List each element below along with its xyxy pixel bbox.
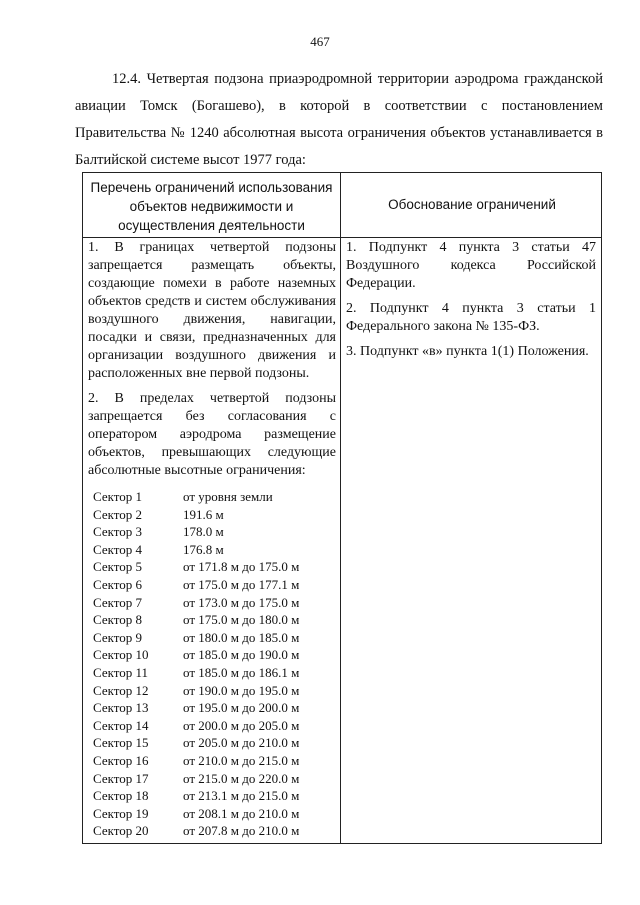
sector-name: Сектор 9	[93, 629, 143, 645]
restrictions-cell	[88, 239, 336, 840]
sector-height-limit: от 185.0 м до 186.1 м	[183, 664, 300, 680]
sector-height-limit: от 215.0 м до 220.0 м	[183, 770, 300, 786]
sector-name: Сектор 14	[93, 717, 149, 733]
sector-height-limit: от 180.0 м до 185.0 м	[183, 629, 300, 645]
sector-row	[88, 734, 336, 752]
sector-name: Сектор 15	[93, 735, 149, 751]
sector-row	[88, 629, 336, 647]
intro-paragraph: 12.4. Четвертая подзона приаэродромной территории аэродрома гражданской авиации Томск (Богашево), в которой в соответствии с постановлением Правительства № 1240 абсолютная высота ограничения объектов устанавливается в Балтийской системе высот 1977 года:	[75, 71, 603, 168]
sector-height-limit: 176.8 м	[183, 541, 224, 557]
sector-name: Сектор 8	[93, 612, 143, 628]
sector-height-limit: 191.6 м	[183, 506, 224, 522]
sector-name: Сектор 19	[93, 805, 149, 821]
sector-height-limit: от 205.0 м до 210.0 м	[183, 735, 300, 751]
sector-row	[88, 523, 336, 541]
sector-name: Сектор 17	[93, 770, 149, 786]
sector-height-limit: от 175.0 м до 177.1 м	[183, 576, 300, 592]
justification-item-2: 2. Подпункт 4 пункта 3 статьи 1 Федерального закона № 135-ФЗ.	[346, 301, 596, 334]
sector-row	[88, 488, 336, 506]
justification-item-1: 1. Подпункт 4 пункта 3 статьи 47 Воздушного кодекса Российской Федерации.	[346, 240, 596, 291]
sector-height-limit: от 171.8 м до 175.0 м	[183, 559, 300, 575]
sector-height-limit: 178.0 м	[183, 524, 224, 540]
header-justification: Обоснование ограничений	[388, 197, 556, 212]
sector-height-limit: от 208.1 м до 210.0 м	[183, 805, 300, 821]
sector-row	[88, 558, 336, 576]
page-number: 467	[310, 34, 330, 49]
sector-row	[88, 576, 336, 594]
justification-item-3: 3. Подпункт «в» пункта 1(1) Положения.	[346, 344, 589, 359]
restriction-item-2: 2. В пределах четвертой подзоны запрещается без согласования с оператором аэродрома размещение объектов, превышающих следующие абсолютные высотные ограничения:	[88, 391, 336, 478]
sector-row	[88, 594, 336, 612]
restriction-item-1: 1. В границах четвертой подзоны запрещается размещать объекты, создающие помехи в работе наземных объектов средств и систем обслуживания воздушного движения, навигации, посадки и связи, предназначенных для организации воздушного движения и расположенных вне первой подзоны.	[88, 240, 336, 381]
sector-height-limit: от 210.0 м до 215.0 м	[183, 752, 300, 768]
header-restrictions-list: Перечень ограничений использования объектов недвижимости и осуществления деятельности	[90, 180, 333, 233]
sector-row	[88, 717, 336, 735]
sector-row	[88, 805, 336, 823]
sector-list	[88, 488, 336, 840]
sector-row	[88, 541, 336, 559]
sector-name: Сектор 13	[93, 700, 149, 716]
sector-name: Сектор 16	[93, 752, 149, 768]
sector-row	[88, 699, 336, 717]
sector-row	[88, 682, 336, 700]
sector-name: Сектор 1	[93, 489, 143, 504]
sector-height-limit: от 207.8 м до 210.0 м	[183, 823, 300, 839]
sector-name: Сектор 3	[93, 524, 143, 540]
header-divider	[83, 237, 601, 238]
sector-height-limit: от 213.1 м до 215.0 м	[183, 788, 300, 804]
sector-row	[88, 822, 336, 840]
sector-name: Сектор 20	[93, 823, 149, 839]
sector-height-limit: от 195.0 м до 200.0 м	[183, 700, 300, 716]
sector-height-limit: от 190.0 м до 195.0 м	[183, 682, 300, 698]
sector-row	[88, 752, 336, 770]
sector-name: Сектор 18	[93, 788, 149, 804]
sector-name: Сектор 7	[93, 594, 143, 610]
sector-name: Сектор 11	[93, 664, 149, 680]
sector-name: Сектор 5	[93, 559, 143, 575]
sector-height-limit: от 173.0 м до 175.0 м	[183, 594, 300, 610]
sector-row	[88, 646, 336, 664]
sector-name: Сектор 6	[93, 576, 143, 592]
sector-name: Сектор 10	[93, 647, 149, 663]
sector-height-limit: от уровня земли	[183, 489, 273, 504]
sector-row	[88, 506, 336, 524]
sector-name: Сектор 4	[93, 541, 143, 557]
sector-row	[88, 611, 336, 629]
sector-row	[88, 664, 336, 682]
column-divider	[340, 173, 341, 843]
sector-name: Сектор 2	[93, 506, 143, 522]
restrictions-table	[82, 172, 602, 844]
sector-height-limit: от 175.0 м до 180.0 м	[183, 612, 300, 628]
justification-cell	[346, 239, 596, 368]
sector-row	[88, 770, 336, 788]
sector-height-limit: от 185.0 м до 190.0 м	[183, 647, 300, 663]
sector-name: Сектор 12	[93, 682, 149, 698]
sector-row	[88, 787, 336, 805]
sector-height-limit: от 200.0 м до 205.0 м	[183, 717, 300, 733]
